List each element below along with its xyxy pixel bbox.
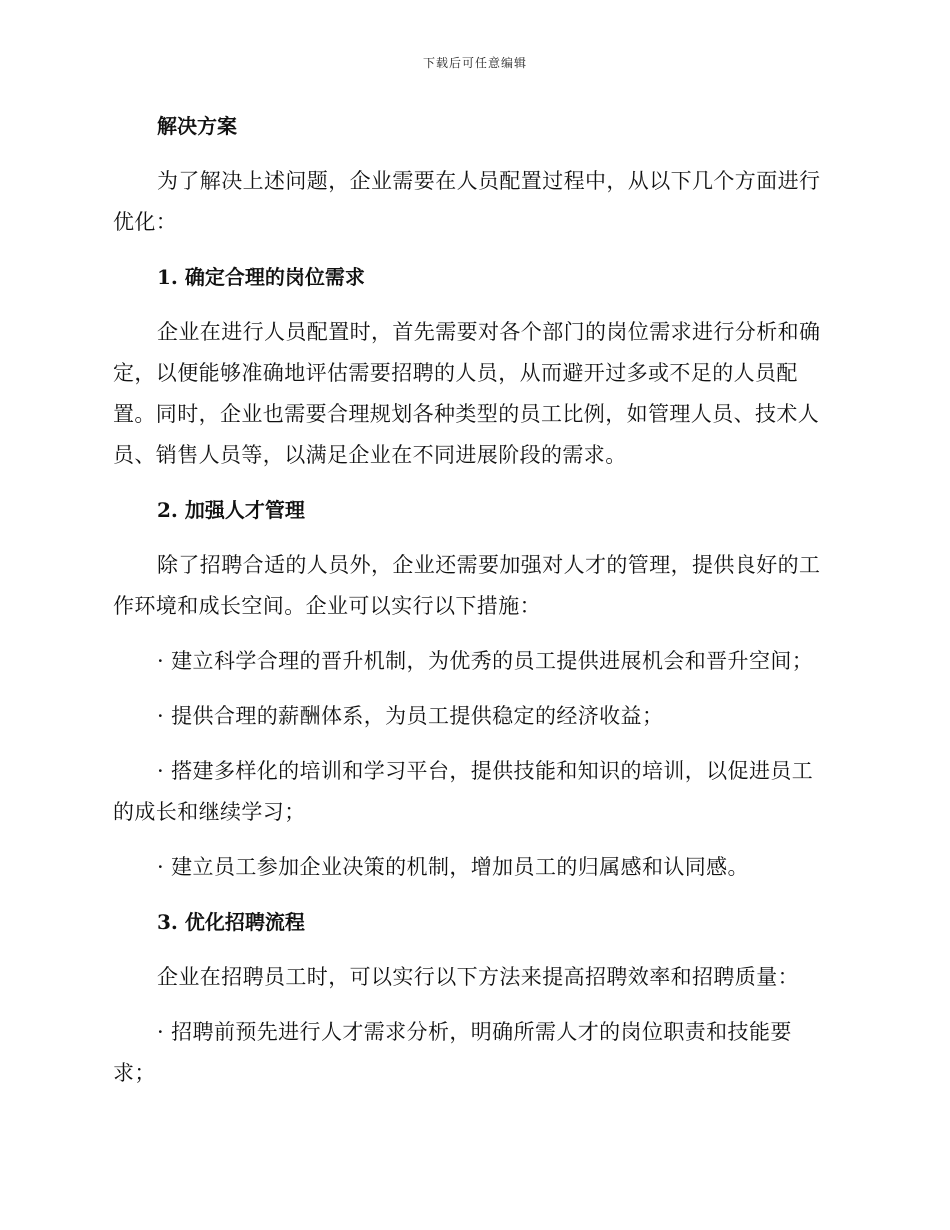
bullet-item: · 建立科学合理的晋升机制，为优秀的员工提供进展机会和晋升空间； xyxy=(157,649,814,673)
section-heading-2: 2. 加强人才管理 xyxy=(157,498,305,522)
section-heading-solution: 解决方案 xyxy=(157,114,237,138)
bullet-item: · 搭建多样化的培训和学习平台，提供技能和知识的培训，以促进员工的成长和继续学习； xyxy=(113,759,814,824)
section-heading-1: 1. 确定合理的岗位需求 xyxy=(157,265,365,289)
bullet-item: · 提供合理的薪酬体系，为员工提供稳定的经济收益； xyxy=(157,704,664,728)
header-note: 下载后可任意编辑 xyxy=(422,56,527,70)
bullet-item: · 招聘前预先进行人才需求分析，明确所需人才的岗位职责和技能要求； xyxy=(113,1020,792,1085)
section-2-paragraph: 除了招聘合适的人员外，企业还需要加强对人才的管理，提供良好的工作环境和成长空间。企业可以实行以下措施： xyxy=(113,553,821,618)
bullet-item: · 建立员工参加企业决策的机制，增加员工的归属感和认同感。 xyxy=(157,855,749,879)
section-heading-3: 3. 优化招聘流程 xyxy=(157,910,305,934)
section-3-paragraph: 企业在招聘员工时，可以实行以下方法来提高招聘效率和招聘质量： xyxy=(157,965,799,989)
document-body xyxy=(113,106,833,1108)
intro-paragraph: 为了解决上述问题，企业需要在人员配置过程中，从以下几个方面进行优化： xyxy=(113,169,821,234)
section-1-paragraph: 企业在进行人员配置时，首先需要对各个部门的岗位需求进行分析和确定，以便能够准确地评估需要招聘的人员，从而避开过多或不足的人员配置。同时，企业也需要合理规划各种类型的员工比例，如管理人员、技术人员、销售人员等，以满足企业在不同进展阶段的需求。 xyxy=(113,320,821,467)
